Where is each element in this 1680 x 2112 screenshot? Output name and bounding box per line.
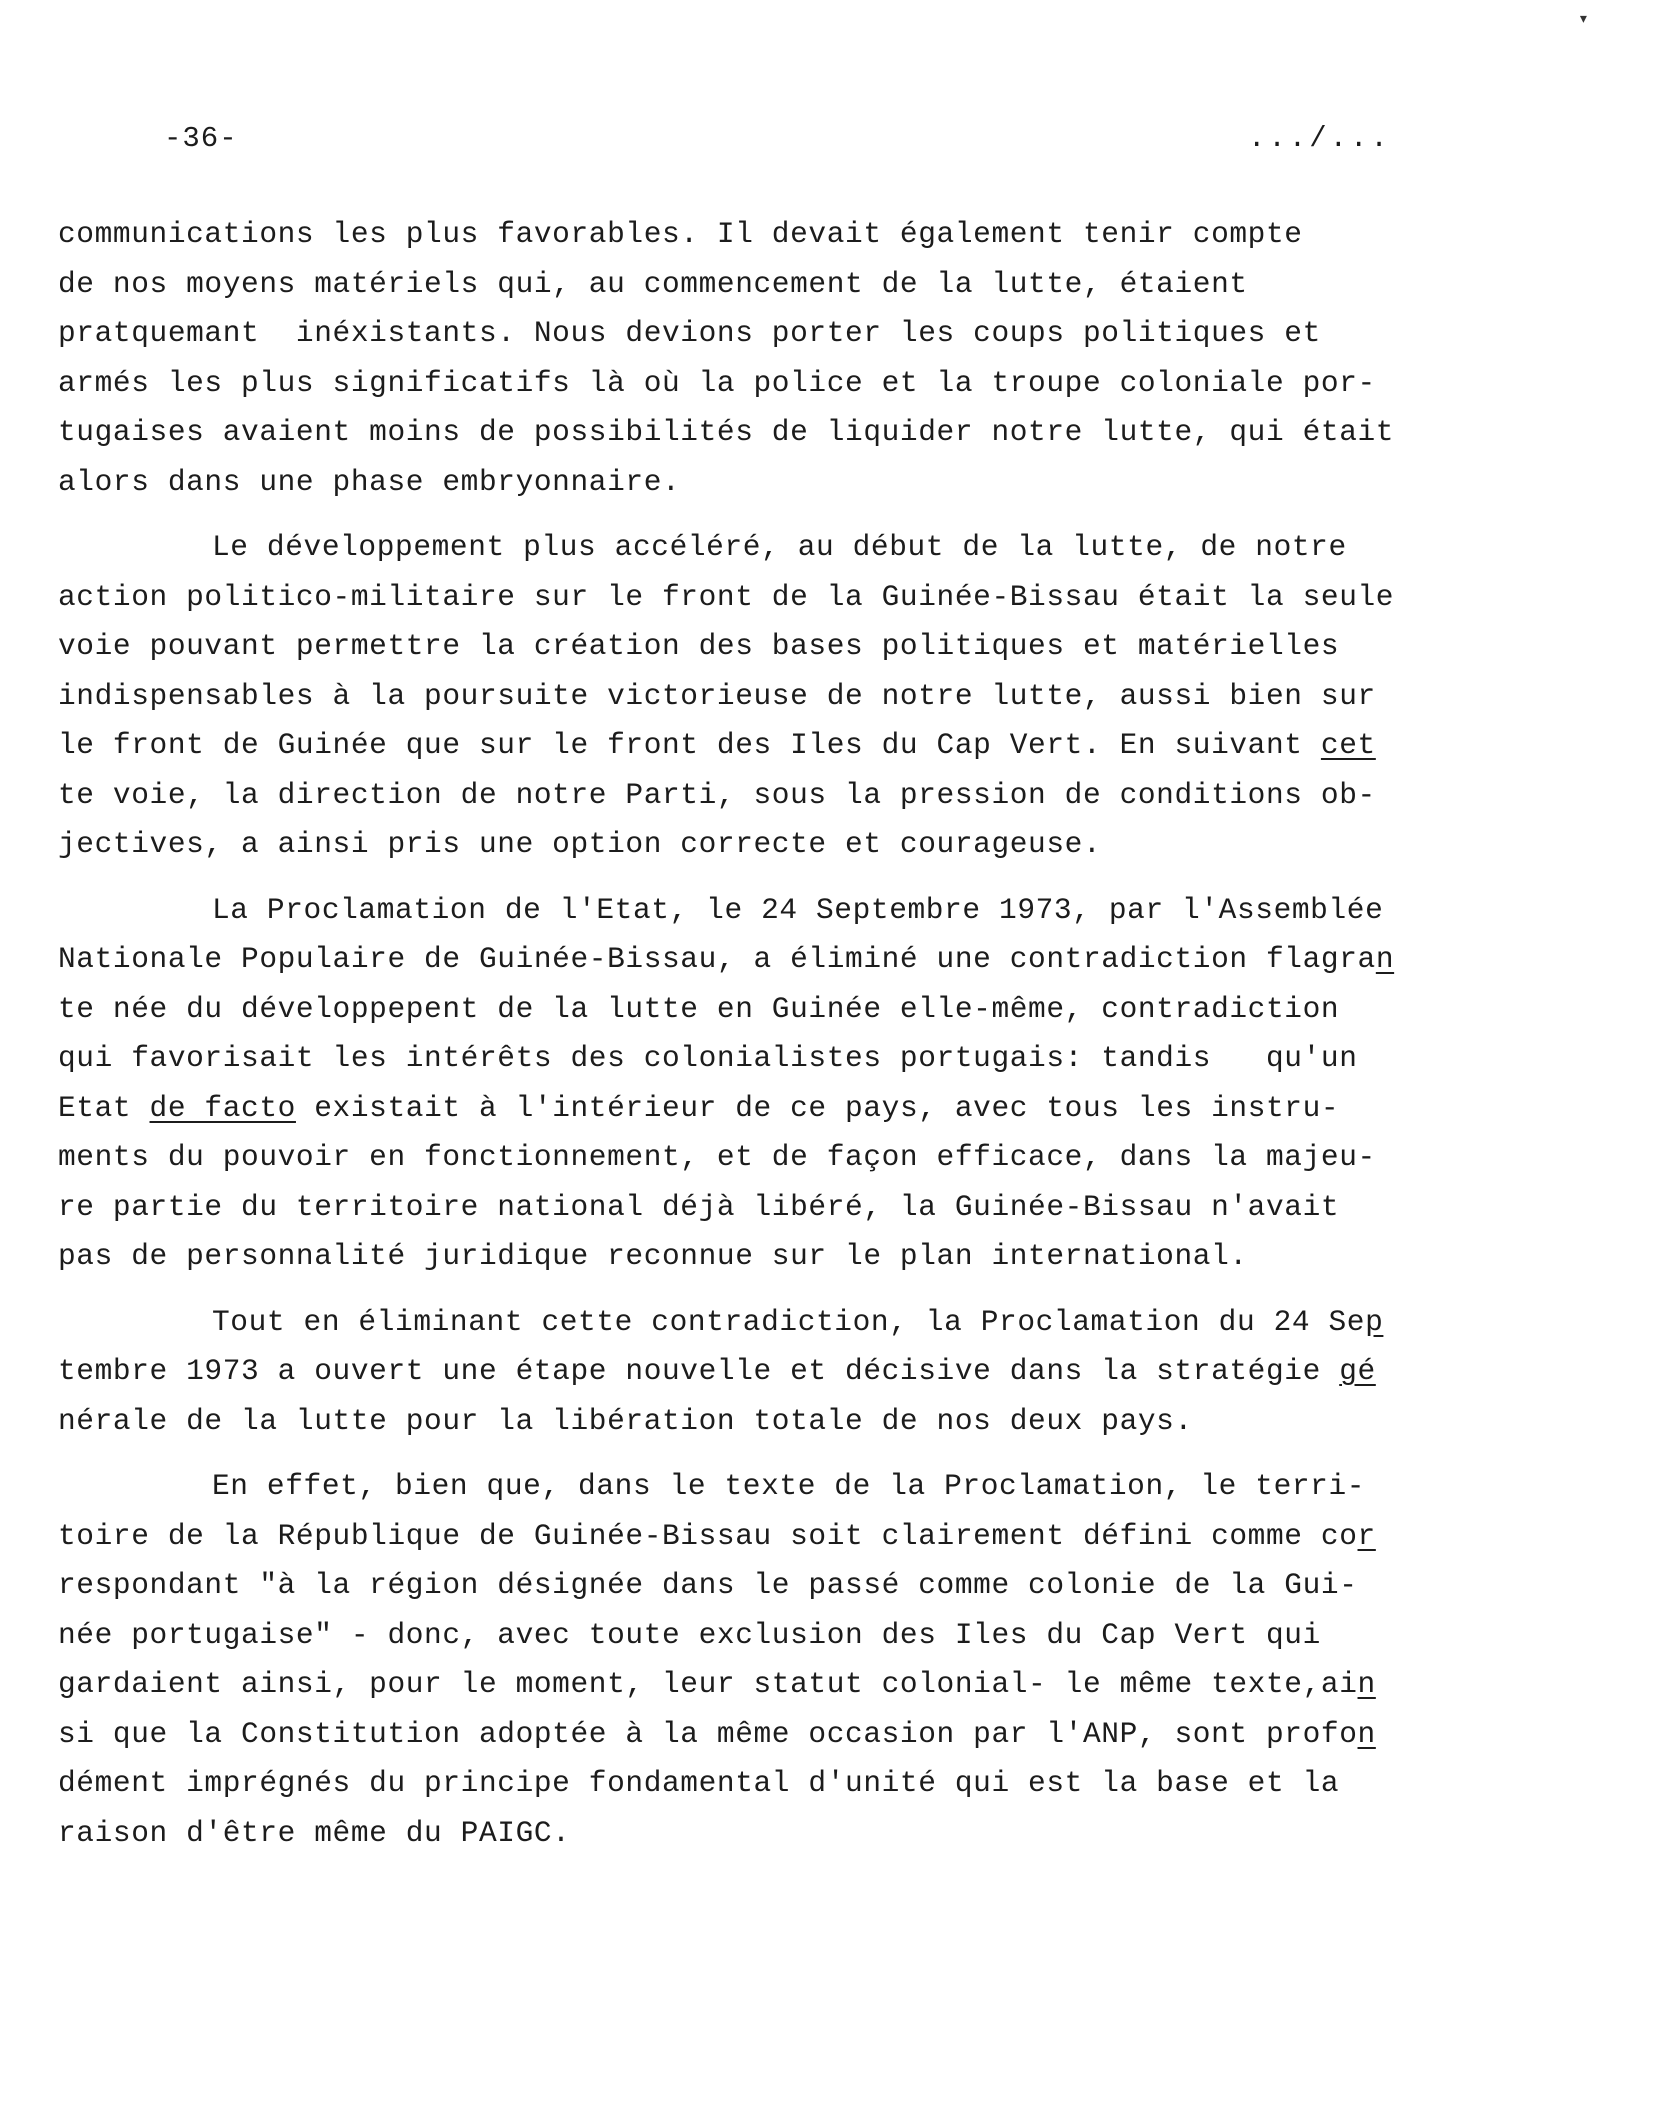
text-line: qui favorisait les intérêts des colonialistes portugais: tandis qu'un [58,1041,1358,1075]
text-line: alors dans une phase embryonnaire. [58,464,681,499]
underlined-hyphen-fragment: r [1357,1518,1376,1553]
text-line: te voie, la direction de notre Parti, sous la pression de conditions ob- [58,777,1376,812]
text-line [58,1347,1538,1397]
text-line: pas de personnalité juridique reconnue sur le plan international. [58,1239,1248,1273]
text-line: Le développement plus accéléré, au début de la lutte, de notre [212,530,1347,564]
text-segment: Tout en éliminant cette contradiction, la Proclamation du 24 Se [212,1304,1366,1339]
text-line: nérale de la lutte pour la libération totale de nos deux pays. [58,1403,1193,1438]
text-line: tugaises avaient moins de possibilités de liquider notre lutte, qui était [58,415,1395,449]
text-segment: gardaient ainsi, pour le moment, leur statut colonial- le même texte,ai [58,1667,1358,1701]
text-segment: existait à l'intérieur de ce pays, avec tous les instru- [295,1090,1340,1125]
text-line: te née du développepent de la lutte en Guinée elle-même, contradiction [58,991,1340,1026]
body-text [58,210,1538,1874]
text-line: née portugaise" - donc, avec toute exclusion des Iles du Cap Vert qui [58,1617,1321,1652]
text-line: La Proclamation de l'Etat, le 24 Septembre 1973, par l'Assemblée [212,892,1384,927]
text-segment: Nationale Populaire de Guinée-Bissau, a éliminé une contradiction flagra [58,942,1376,976]
text-line: action politico-militaire sur le front de la Guinée-Bissau était la seule [58,579,1395,614]
text-line: indispensables à la poursuite victorieuse de notre lutte, aussi bien sur [58,678,1376,713]
text-segment: Etat [58,1090,150,1125]
text-line [58,1660,1538,1710]
underlined-hyphen-fragment: n [1357,1667,1376,1701]
page-number: -36- [164,122,238,155]
paragraph-2 [58,523,1538,870]
paragraph-1 [58,210,1538,507]
text-line: voie pouvant permettre la création des bases politiques et matérielles [58,629,1340,663]
underlined-hyphen-fragment: cet [1320,728,1376,762]
text-line: raison d'être même du PAIGC. [58,1815,571,1850]
text-segment: le front de Guinée que sur le front des Iles du Cap Vert. En suivant [58,728,1321,762]
text-line [58,1710,1538,1760]
text-line: En effet, bien que, dans le texte de la Proclamation, le terri- [212,1469,1366,1503]
text-segment: toire de la République de Guinée-Bissau soit clairement défini comme co [58,1518,1358,1553]
text-segment: si que la Constitution adoptée à la même occasion par l'ANP, sont profo [58,1716,1358,1751]
text-line: pratquemant inéxistants. Nous devions porter les coups politiques et [58,316,1321,350]
paragraph-4 [58,1298,1538,1447]
continuation-mark: .../... [1248,122,1391,155]
page-header [0,122,1680,162]
text-line: ments du pouvoir en fonctionnement, et de façon efficace, dans la majeu- [58,1140,1376,1174]
underlined-hyphen-fragment: gé [1339,1354,1376,1388]
scan-speck: ▾ [1578,10,1589,30]
text-line [58,1084,1538,1134]
text-line: communications les plus favorables. Il devait également tenir compte [58,217,1303,251]
underlined-hyphen-fragment: n [1375,942,1395,976]
paragraph-3 [58,886,1538,1282]
text-line [58,1298,1538,1348]
text-line: dément imprégnés du principe fondamental d'unité qui est la base et la [58,1766,1340,1800]
de-facto-underlined: de facto [149,1090,296,1125]
text-segment: tembre 1973 a ouvert une étape nouvelle et décisive dans la stratégie [58,1354,1340,1388]
text-line: jectives, a ainsi pris une option correcte et courageuse. [58,827,1102,861]
text-line: armés les plus significatifs là où la police et la troupe coloniale por- [58,365,1376,400]
text-line [58,1512,1538,1562]
text-line: de nos moyens matériels qui, au commencement de la lutte, étaient [58,266,1248,301]
paragraph-5 [58,1462,1538,1858]
underlined-hyphen-fragment: p [1365,1304,1384,1339]
underlined-hyphen-fragment: n [1357,1716,1376,1751]
text-line: respondant "à la région désignée dans le passé comme colonie de la Gui- [58,1568,1358,1602]
text-line: re partie du territoire national déjà libéré, la Guinée-Bissau n'avait [58,1189,1340,1224]
text-line [58,935,1538,985]
text-line [58,721,1538,771]
